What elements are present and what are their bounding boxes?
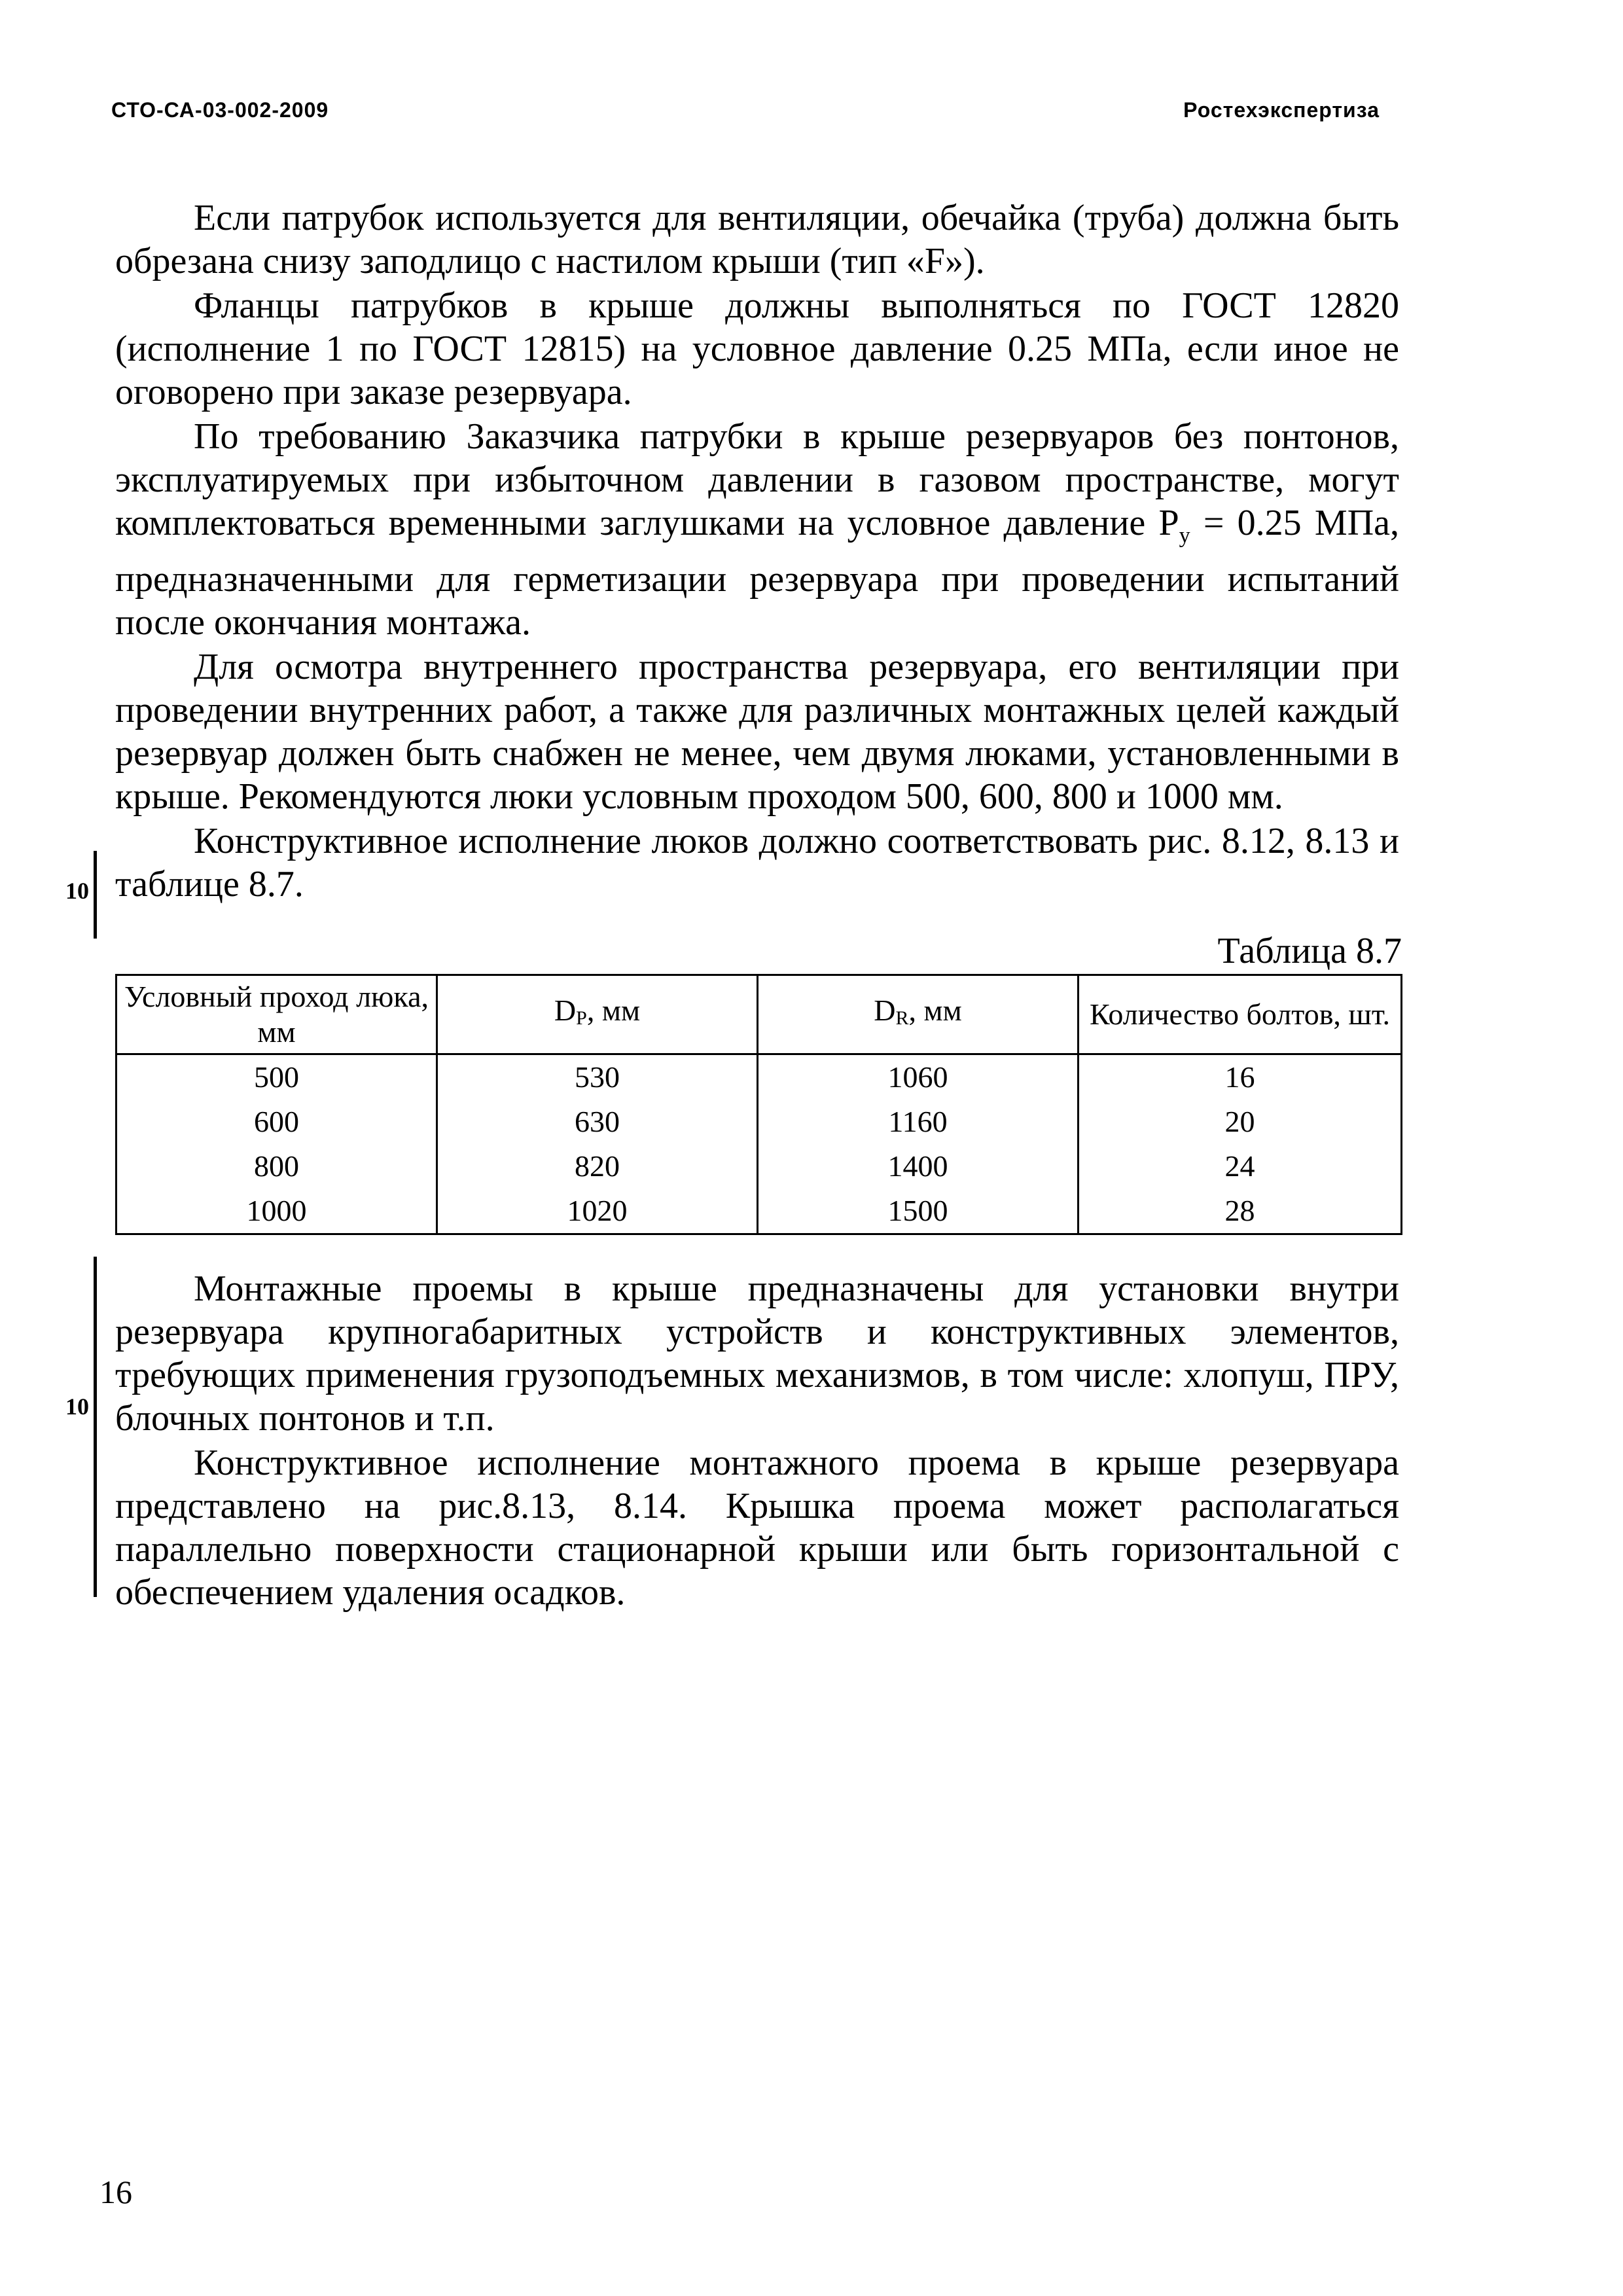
change-bar-2 [94, 1257, 97, 1597]
header-dp-unit: , мм [586, 994, 641, 1027]
paragraph-opening-design: Конструктивное исполнение монтажного проема в крыше резервуара представлено на рис.8.13, 8.14. Крышка проема может располагаться параллельно поверхности стационарной крыши или быть горизонтальной с обеспечением удаления осадков. [115, 1443, 1399, 1613]
cell-bolts: 28 [1079, 1189, 1402, 1234]
paragraph-plugs-text: По требованию Заказчика патрубки в крыше резервуаров без понтонов, эксплуатируемых при избыточном давлении в газовом пространстве, могут комплектоваться временными заглушками на условное давление [115, 416, 1399, 543]
cell-dp: 630 [437, 1100, 758, 1144]
page-number: 16 [99, 2174, 132, 2210]
hatch-table [115, 974, 1402, 1235]
cell-dr: 1060 [758, 1054, 1079, 1100]
header-nominal-bore: Условный проход люка, мм [116, 975, 437, 1054]
cell-dr: 1160 [758, 1100, 1079, 1144]
change-mark-1: 10 [65, 878, 89, 904]
paragraph-ventilation: Если патрубок используется для вентиляции, обечайка (труба) должна быть обрезана снизу заподлицо с настилом крыши (тип «F»). [115, 198, 1399, 281]
paragraph-plugs [115, 415, 1399, 644]
change-bar-1 [94, 851, 97, 939]
header-dp-sub: P [576, 1007, 587, 1029]
cell-dp: 820 [437, 1144, 758, 1189]
cell-dp: 1020 [437, 1189, 758, 1234]
cell-bore: 800 [116, 1144, 437, 1189]
paragraph-hatch-design: Конструктивное исполнение люков должно соответствовать рис. 8.12, 8.13 и таблице 8.7. [115, 821, 1399, 905]
cell-bore: 600 [116, 1100, 437, 1144]
header-dp-symbol: D [554, 994, 577, 1027]
header-bolt-count: Количество болтов, шт. [1079, 975, 1402, 1054]
table-caption: Таблица 8.7 [1217, 931, 1402, 971]
pressure-rest: = 0.25 МПа, предназначенными для герметизации резервуара при проведении испытаний после окончания монтажа. [115, 503, 1400, 643]
header-dr [758, 975, 1079, 1054]
pressure-symbol: P [1158, 503, 1179, 543]
publisher-name: Ростехэкспертиза [1183, 98, 1380, 122]
paragraph-flanges: Фланцы патрубков в крыше должны выполняться по ГОСТ 12820 (исполнение 1 по ГОСТ 12815) на условное давление 0.25 МПа, если иное не оговорено при заказе резервуара. [115, 285, 1399, 412]
cell-dr: 1400 [758, 1144, 1079, 1189]
body-text-bottom [115, 1267, 1399, 1614]
cell-bolts: 20 [1079, 1100, 1402, 1144]
header-dr-sub: R [895, 1007, 909, 1029]
document-code: СТО-СА-03-002-2009 [111, 98, 329, 122]
table-row [116, 1100, 1402, 1144]
cell-bolts: 16 [1079, 1054, 1402, 1100]
table-row [116, 1144, 1402, 1189]
cell-bolts: 24 [1079, 1144, 1402, 1189]
paragraph-hatches: Для осмотра внутреннего пространства резервуара, его вентиляции при проведении внутренних работ, а также для различных монтажных целей каждый резервуар должен быть снабжен не менее, чем двумя люками, установленными в крыше. Рекомендуются люки условным проходом 500, 600, 800 и 1000 мм. [115, 647, 1399, 817]
table-row [116, 1189, 1402, 1234]
pressure-subscript: у [1179, 524, 1190, 548]
header-dr-symbol: D [874, 994, 896, 1027]
table-header-row [116, 975, 1402, 1054]
cell-dp: 530 [437, 1054, 758, 1100]
paragraph-roof-openings: Монтажные проемы в крыше предназначены для установки внутри резервуара крупногабаритных устройств и конструктивных элементов, требующих применения грузоподъемных механизмов, в том числе: хлопуш, ПРУ, блочных понтонов и т.п. [115, 1268, 1399, 1439]
header-dp [437, 975, 758, 1054]
change-mark-2: 10 [65, 1393, 89, 1420]
cell-dr: 1500 [758, 1189, 1079, 1234]
cell-bore: 500 [116, 1054, 437, 1100]
body-text-top [115, 196, 1399, 906]
header-dr-unit: , мм [908, 994, 962, 1027]
table-row [116, 1054, 1402, 1100]
cell-bore: 1000 [116, 1189, 437, 1234]
